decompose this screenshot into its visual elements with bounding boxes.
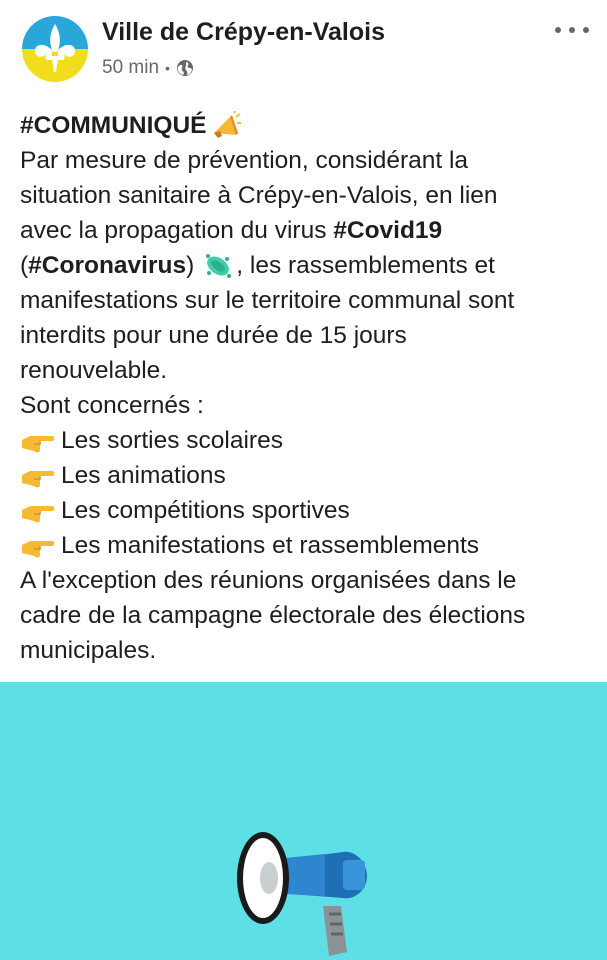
microbe-emoji (202, 251, 234, 281)
bullet-item (20, 493, 595, 528)
post-title[interactable]: #COMMUNIQUÉ (20, 112, 207, 139)
post-time[interactable]: 50 min (102, 57, 160, 78)
bullet-item (20, 458, 595, 493)
post-line (20, 213, 595, 248)
post-line: cadre de la campagne électorale des élections (20, 602, 526, 629)
hashtag-covid19[interactable]: #Covid19 (333, 217, 443, 244)
post-line-text: avec la propagation du virus (20, 217, 334, 244)
post-line: manifestations sur le territoire communal sont (20, 287, 515, 314)
pointing-right-emoji (20, 461, 56, 491)
page-avatar[interactable] (22, 16, 88, 82)
pointing-right-emoji (20, 496, 56, 526)
bullet-text: Les animations (61, 462, 226, 489)
more-dot (555, 27, 561, 33)
hashtag-coronavirus[interactable]: #Coronavirus (28, 252, 187, 279)
pointing-right-emoji (20, 531, 56, 561)
more-options-button[interactable] (555, 20, 589, 40)
bullet-text: Les compétitions sportives (61, 497, 350, 524)
post-line-text: , les rassemblements et (236, 252, 495, 279)
more-dot (583, 27, 589, 33)
post-line: situation sanitaire à Crépy-en-Valois, en lien (20, 182, 498, 209)
post-title-line (20, 108, 595, 143)
paren-close: ) (186, 252, 195, 279)
paren-open: ( (20, 252, 29, 279)
bullet-text: Les sorties scolaires (61, 427, 283, 454)
post-line: renouvelable. (20, 357, 168, 384)
post-line: interdits pour une durée de 15 jours (20, 322, 407, 349)
bullet-item (20, 423, 595, 458)
more-dot (569, 27, 575, 33)
post-line (20, 248, 595, 283)
post-line: Sont concernés : (20, 392, 204, 419)
page-name[interactable]: Ville de Crépy-en-Valois (102, 18, 385, 46)
post-image[interactable] (0, 682, 607, 960)
bullet-text: Les manifestations et rassemblements (61, 532, 480, 559)
post-text (20, 108, 595, 668)
post-meta (102, 57, 194, 79)
megaphone-icon (225, 822, 385, 960)
post-line: A l'exception des réunions organisées dans le (20, 567, 517, 594)
megaphone-emoji (210, 111, 242, 141)
post-line: municipales. (20, 637, 157, 664)
post-header (0, 0, 607, 100)
post-line: Par mesure de prévention, considérant la (20, 147, 469, 174)
globe-icon (176, 59, 194, 77)
bullet-item (20, 528, 595, 563)
meta-separator: • (165, 60, 170, 76)
pointing-right-emoji (20, 426, 56, 456)
